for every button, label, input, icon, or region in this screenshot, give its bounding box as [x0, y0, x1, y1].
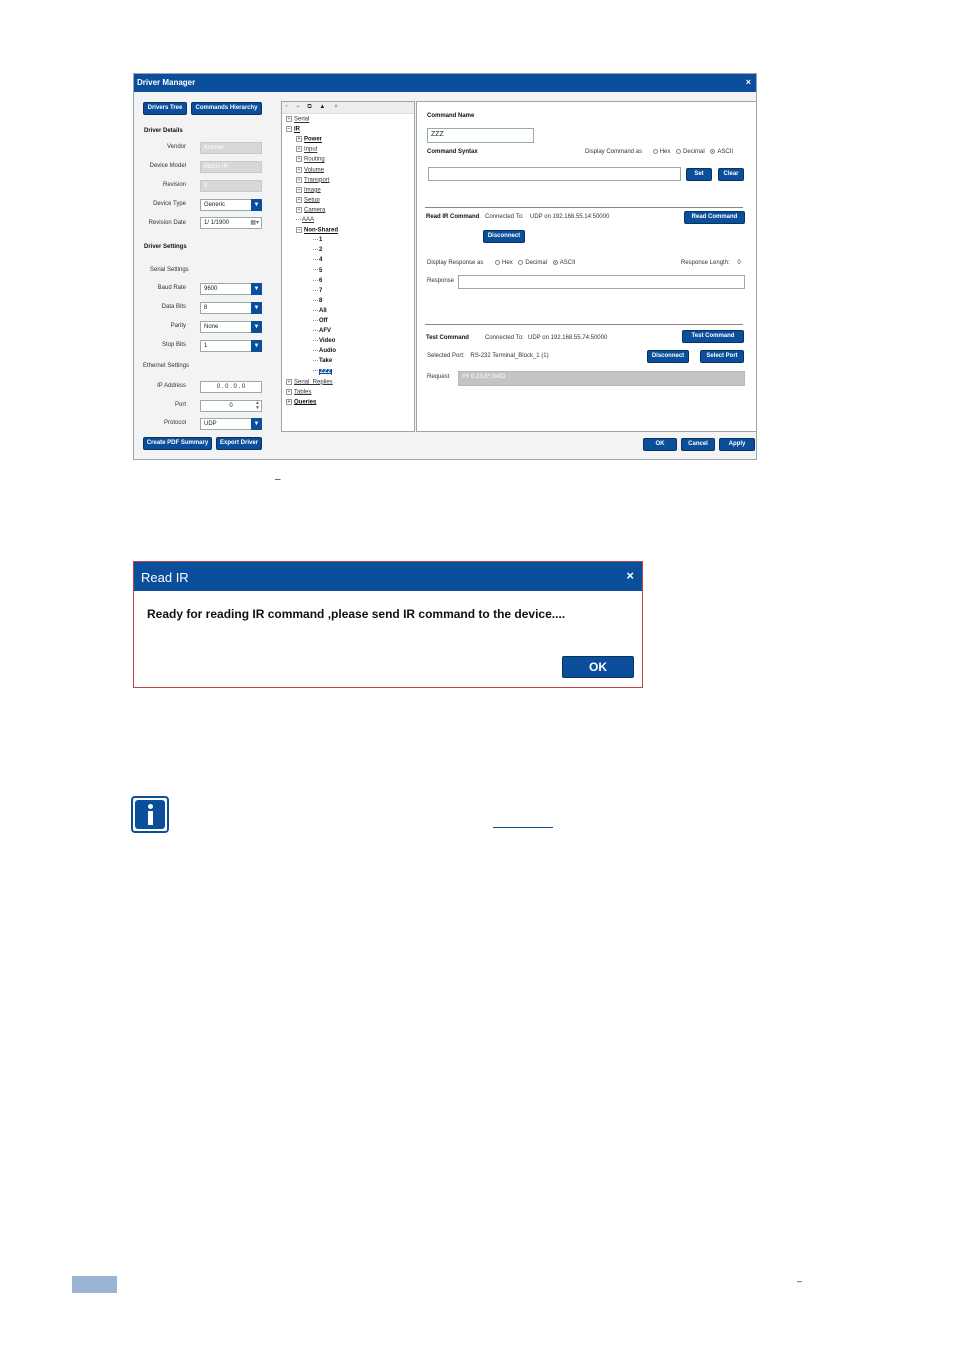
test-command-label: Test Command: [426, 335, 469, 341]
baud-rate-select[interactable]: [200, 283, 262, 295]
tree-node[interactable]: [286, 389, 311, 396]
response-decimal-radio[interactable]: [518, 260, 523, 265]
ethernet-settings-label: Ethernet Settings: [143, 363, 190, 369]
tree-node[interactable]: [313, 338, 335, 344]
ip-address-field[interactable]: 0 . 0 . 0 . 0: [200, 381, 262, 393]
selected-port-value: RS-232 Terminal_Block_1 (1): [470, 353, 549, 359]
chevron-down-icon[interactable]: ▼: [251, 321, 262, 333]
command-syntax-label: Command Syntax: [427, 149, 478, 155]
baud-rate-label: Baud Rate: [157, 285, 186, 291]
tree-node-label: 8: [319, 297, 323, 304]
collapse-icon[interactable]: −: [287, 126, 291, 133]
tree-node[interactable]: [296, 156, 325, 163]
tree-node-label: 6: [319, 277, 323, 284]
chevron-down-icon[interactable]: ▼: [251, 340, 262, 352]
command-syntax-input[interactable]: [428, 167, 681, 181]
expand-icon[interactable]: +: [297, 196, 301, 203]
expand-icon[interactable]: +: [297, 176, 301, 183]
tree-node-label: Routing: [304, 156, 325, 163]
response-ascii-radio[interactable]: [553, 260, 558, 265]
protocol-select[interactable]: [200, 418, 262, 430]
display-response-as-group: [427, 260, 575, 266]
tree-node[interactable]: [313, 288, 322, 294]
page-number-block: [72, 1276, 117, 1293]
read-ir-title: Read IR: [141, 570, 189, 585]
device-model-label: Device Model: [149, 163, 186, 169]
selected-port-label: Selected Port:: [427, 353, 465, 359]
commands-tree: [281, 101, 415, 432]
tree-node[interactable]: [313, 278, 322, 284]
response-length-value: 0: [737, 260, 741, 266]
driver-manager-window: [133, 73, 757, 460]
test-connected-to-label: Connected To:: [485, 335, 524, 341]
expand-icon[interactable]: +: [297, 186, 301, 193]
vendor-label: Vendor: [166, 144, 186, 150]
tree-node-label: Take: [319, 358, 333, 365]
tree-node-label: Tables: [294, 389, 312, 396]
parity-select[interactable]: [200, 321, 262, 333]
tree-branch-line: [313, 249, 318, 250]
tree-node-label: Transport: [304, 177, 330, 184]
tree-node[interactable]: [286, 116, 309, 123]
tree-node[interactable]: [296, 146, 317, 153]
display-command-as-label: Display Command as: [585, 149, 643, 156]
read-ir-connection-status: UDP on 192.168.55.14:50000: [530, 214, 610, 220]
hex-radio[interactable]: [653, 149, 658, 154]
response-field[interactable]: [458, 275, 745, 289]
tree-node[interactable]: [313, 369, 332, 375]
tree-node[interactable]: [313, 348, 336, 354]
response-length-label: Response Length:: [681, 260, 730, 266]
set-button[interactable]: Set: [686, 168, 712, 181]
response-label: Response: [427, 278, 455, 284]
tree-node[interactable]: [296, 207, 325, 214]
tree-node-label: Setup: [304, 197, 320, 204]
display-command-as-group: [585, 149, 733, 155]
data-bits-label: Data Bits: [161, 304, 186, 310]
tree-node-label: 1: [319, 237, 323, 244]
tree-node[interactable]: [313, 268, 322, 274]
tree-node-label: 5: [319, 267, 323, 274]
export-driver-button[interactable]: Export Driver: [216, 437, 262, 450]
tree-toolbar: [282, 102, 414, 114]
copy-icon[interactable]: ⧉: [307, 104, 312, 110]
tree-node-label: Input: [304, 146, 318, 153]
ok-button[interactable]: OK: [643, 438, 677, 451]
tree-node[interactable]: [286, 399, 316, 406]
close-icon[interactable]: ×: [626, 568, 634, 583]
serial-settings-label: Serial Settings: [150, 267, 189, 273]
divider: [425, 324, 743, 325]
tree-branch-line: [313, 330, 318, 331]
info-icon-background: [135, 800, 165, 829]
read-ir-dialog: [133, 561, 643, 688]
chevron-down-icon[interactable]: ▼: [251, 283, 262, 295]
decimal-radio[interactable]: [676, 149, 681, 154]
hyperlink-underline[interactable]: [493, 827, 553, 828]
tree-branch-line: [313, 269, 318, 270]
tree-branch-line: [313, 350, 318, 351]
footer-dash: –: [797, 1276, 803, 1286]
tree-branch-line: [313, 280, 318, 281]
tree-node-label: Video: [319, 338, 336, 345]
caption-dash: –: [275, 474, 281, 485]
tree-branch-line: [313, 259, 318, 260]
info-icon-dot: [148, 804, 153, 809]
revision-date-field[interactable]: [200, 217, 262, 229]
port-stepper[interactable]: [200, 400, 262, 412]
ascii-radio[interactable]: [710, 149, 715, 154]
response-decimal-label: Decimal: [525, 260, 548, 267]
expand-icon[interactable]: +: [297, 166, 301, 173]
driver-manager-title: Driver Manager: [137, 78, 196, 87]
command-name-label: Command Name: [427, 113, 475, 119]
tree-node[interactable]: [313, 318, 328, 324]
divider: [425, 207, 743, 208]
tree-node[interactable]: [313, 308, 327, 314]
parity-value: None: [204, 324, 219, 330]
tree-node-label: Serial_Replies: [294, 379, 333, 386]
read-ir-command-label: Read IR Command: [426, 214, 480, 220]
request-label: Request: [427, 374, 450, 380]
protocol-label: Protocol: [163, 420, 186, 426]
stop-bits-select[interactable]: [200, 340, 262, 352]
decimal-label: Decimal: [683, 149, 705, 156]
tree-node[interactable]: [313, 358, 332, 364]
device-type-select[interactable]: [200, 199, 262, 211]
remove-icon[interactable]: −: [296, 104, 300, 110]
add-icon[interactable]: +: [285, 104, 289, 110]
cancel-button[interactable]: Cancel: [681, 438, 715, 451]
port-label: Port: [174, 402, 186, 408]
stop-bits-value: 1: [204, 343, 208, 349]
clear-button[interactable]: Clear: [718, 168, 744, 181]
tree-node-label: IR: [294, 126, 300, 133]
tree-node-label: AFV: [319, 328, 331, 335]
protocol-value: UDP: [204, 421, 217, 427]
read-command-button[interactable]: Read Command: [684, 211, 745, 224]
tree-node-label: ZZZ: [320, 368, 331, 375]
device-type-value: Generic: [204, 202, 226, 208]
tree-node[interactable]: [296, 177, 329, 184]
info-icon-bar: [148, 811, 153, 825]
tree-node[interactable]: [286, 126, 300, 133]
device-type-label: Device Type: [153, 201, 186, 207]
tree-branch-line: [296, 219, 301, 220]
expand-icon[interactable]: +: [297, 136, 301, 143]
ip-address-label: IP Address: [157, 383, 186, 389]
read-ir-disconnect-button[interactable]: Disconnect: [483, 230, 525, 243]
command-name-input[interactable]: ZZZ: [427, 128, 534, 143]
revision-date-label: Revision Date: [148, 220, 186, 226]
tree-branch-line: [313, 290, 318, 291]
expand-icon[interactable]: +: [297, 206, 301, 213]
tree-node[interactable]: [296, 167, 324, 174]
tab-drivers-tree[interactable]: Drivers Tree: [143, 102, 187, 115]
tree-node-label: All: [319, 307, 327, 314]
test-connection-status: UDP on 192.168.55.74:50000: [528, 335, 608, 341]
expand-icon[interactable]: +: [297, 146, 301, 153]
vendor-field[interactable]: Kramer: [200, 142, 262, 154]
select-port-button[interactable]: Select Port: [700, 350, 744, 363]
tree-node-label: 7: [319, 287, 323, 294]
expand-icon[interactable]: +: [287, 116, 291, 122]
response-hex-radio[interactable]: [495, 260, 500, 265]
request-field[interactable]: #Y 0,23,8*,0x0D: [458, 371, 745, 386]
response-hex-label: Hex: [502, 260, 513, 267]
read-ir-connected-to-label: Connected To:: [485, 214, 524, 220]
revision-label: Revision: [162, 182, 186, 188]
tree-branch-line: [313, 360, 318, 361]
driver-settings-heading: Driver Settings: [144, 244, 187, 250]
test-command-button[interactable]: Test Command: [682, 330, 744, 343]
expand-icon[interactable]: +: [287, 378, 291, 385]
parity-label: Parity: [170, 323, 186, 329]
tree-node-label: Audio: [319, 348, 336, 355]
tree-branch-line: [313, 370, 318, 371]
tree-node-label: Volume: [304, 167, 325, 174]
tree-branch-line: [313, 300, 318, 301]
move-up-icon[interactable]: ▲: [319, 104, 326, 110]
create-pdf-summary-button[interactable]: Create PDF Summary: [143, 437, 212, 450]
tree-branch-line: [313, 340, 318, 341]
baud-rate-value: 9600: [204, 286, 218, 292]
close-icon[interactable]: ×: [745, 77, 751, 87]
read-ir-message: Ready for reading IR command ,please send IR command to the device....: [147, 607, 566, 621]
tree-node[interactable]: [313, 247, 322, 253]
chevron-down-icon[interactable]: ▼: [251, 302, 262, 314]
stop-bits-label: Stop Bits: [161, 342, 186, 348]
tree-node[interactable]: [286, 379, 333, 386]
tree-node-label: 2: [319, 247, 323, 254]
tree-node[interactable]: [296, 197, 320, 204]
tree-node[interactable]: [313, 257, 322, 263]
tab-commands-hierarchy[interactable]: Commands Hierarchy: [191, 102, 262, 115]
tree-branch-line: [313, 310, 318, 311]
tree-node-label: Queries: [294, 399, 317, 406]
test-disconnect-button[interactable]: Disconnect: [647, 350, 689, 363]
tree-node[interactable]: [296, 217, 314, 223]
apply-button[interactable]: Apply: [719, 438, 755, 451]
collapse-icon[interactable]: −: [297, 227, 301, 234]
data-bits-value: 8: [204, 305, 208, 311]
info-icon: [131, 796, 169, 833]
response-length-group: [681, 260, 741, 266]
read-ir-titlebar: [134, 562, 642, 591]
driver-details-heading: Driver Details: [144, 128, 183, 134]
hex-label: Hex: [659, 149, 671, 156]
tree-node[interactable]: [313, 328, 331, 334]
tree-node[interactable]: [313, 298, 322, 304]
port-value: 0: [229, 403, 233, 409]
tree-node-label: Power: [304, 136, 323, 143]
tree-node[interactable]: [296, 136, 322, 143]
display-response-as-label: Display Response as: [427, 260, 484, 267]
tree-node-label: 4: [319, 257, 323, 264]
tree-node-label: Image: [304, 187, 321, 194]
selected-port-group: [427, 353, 549, 359]
revision-field[interactable]: 8: [200, 180, 262, 192]
ascii-label: ASCII: [717, 149, 734, 156]
tree-node[interactable]: [313, 237, 322, 243]
tree-node[interactable]: [296, 187, 321, 194]
tree-node-label: AAA: [302, 217, 315, 223]
read-ir-ok-button[interactable]: OK: [562, 656, 634, 678]
tree-branch-line: [313, 320, 318, 321]
expand-icon[interactable]: +: [287, 388, 291, 395]
device-model-field[interactable]: Matrix IR: [200, 161, 262, 173]
move-down-icon[interactable]: ▼: [332, 104, 339, 110]
response-ascii-label: ASCII: [559, 260, 576, 267]
driver-manager-titlebar: [134, 74, 756, 92]
expand-icon[interactable]: +: [297, 156, 301, 163]
chevron-down-icon[interactable]: ▼: [251, 199, 262, 211]
expand-icon[interactable]: +: [287, 398, 291, 405]
tree-node-label: Off: [319, 318, 328, 324]
tree-node-label: Non-Shared: [304, 227, 339, 234]
data-bits-select[interactable]: [200, 302, 262, 314]
revision-date-value: 1/ 1/1900: [204, 220, 230, 226]
spinner-icon[interactable]: ▲ ▼: [255, 400, 260, 411]
chevron-down-icon[interactable]: ▼: [251, 418, 262, 430]
tree-node[interactable]: [296, 227, 338, 234]
tree-node-label: Camera: [304, 207, 326, 214]
tree-node-label: Serial: [294, 116, 310, 123]
tree-branch-line: [313, 239, 318, 240]
calendar-icon[interactable]: ▦▾: [250, 220, 259, 226]
